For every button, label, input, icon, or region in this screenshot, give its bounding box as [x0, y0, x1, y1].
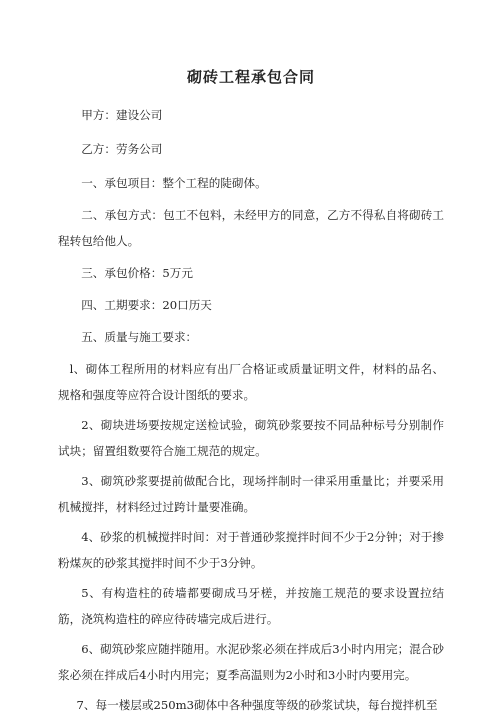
requirement-6: 6、砌筑砂浆应随拌随用。水泥砂浆必须在拌成后3小时内用完；混合砂浆必须在拌成后4小时内用完；夏季高温则为2小时和3小时内要用完。: [58, 642, 444, 682]
clause-2: 二、承包方式：包工不包料，未经甲方的同意，乙方不得私自将砌砖工程转包给他人。: [58, 208, 444, 248]
party-a: 甲方：建设公司: [81, 108, 163, 122]
document-title: 砌砖工程承包合同: [186, 68, 315, 86]
requirement-4: 4、砂浆的机械搅拌时间：对于普通砂浆搅拌时间不少于2分钟；对于掺粉煤灰的砂浆其搅拌时间不少于3分钟。: [58, 530, 444, 570]
party-b: 乙方：劳务公司: [81, 142, 163, 156]
clause-4: 四、工期要求：20口历天: [81, 298, 212, 312]
clause-5: 五、质量与施工要求：: [81, 330, 198, 344]
requirement-5: 5、有构造柱的砖墙都要砌成马牙槎，并按施工规范的要求设置拉结筋，浇筑构造柱的碎应待砖墙完成后进行。: [58, 586, 444, 626]
clause-3: 三、承包价格：5万元: [81, 266, 193, 280]
requirement-7: 7、每一楼层或250m3砌体中各种强度等级的砂浆试块，每台搅拌机至: [76, 698, 438, 712]
clause-1: 一、承包项目：整个工程的陡砌体。: [81, 176, 267, 190]
requirement-3: 3、砌筑砂浆要提前做配合比，现场拌制时一律采用重量比；并要采用机械搅拌，材料经过过跨计量要准确。: [58, 474, 444, 514]
requirement-2: 2、砌块进场要按规定送检试验，砌筑砂浆要按不同品种标号分别制作试块；留置组数要符合施工规范的规定。: [58, 418, 444, 458]
requirement-1: l、砌体工程所用的材料应有出厂合格证或质量证明文件，材料的品名、规格和强度等应符合设计图纸的要求。: [58, 362, 444, 402]
